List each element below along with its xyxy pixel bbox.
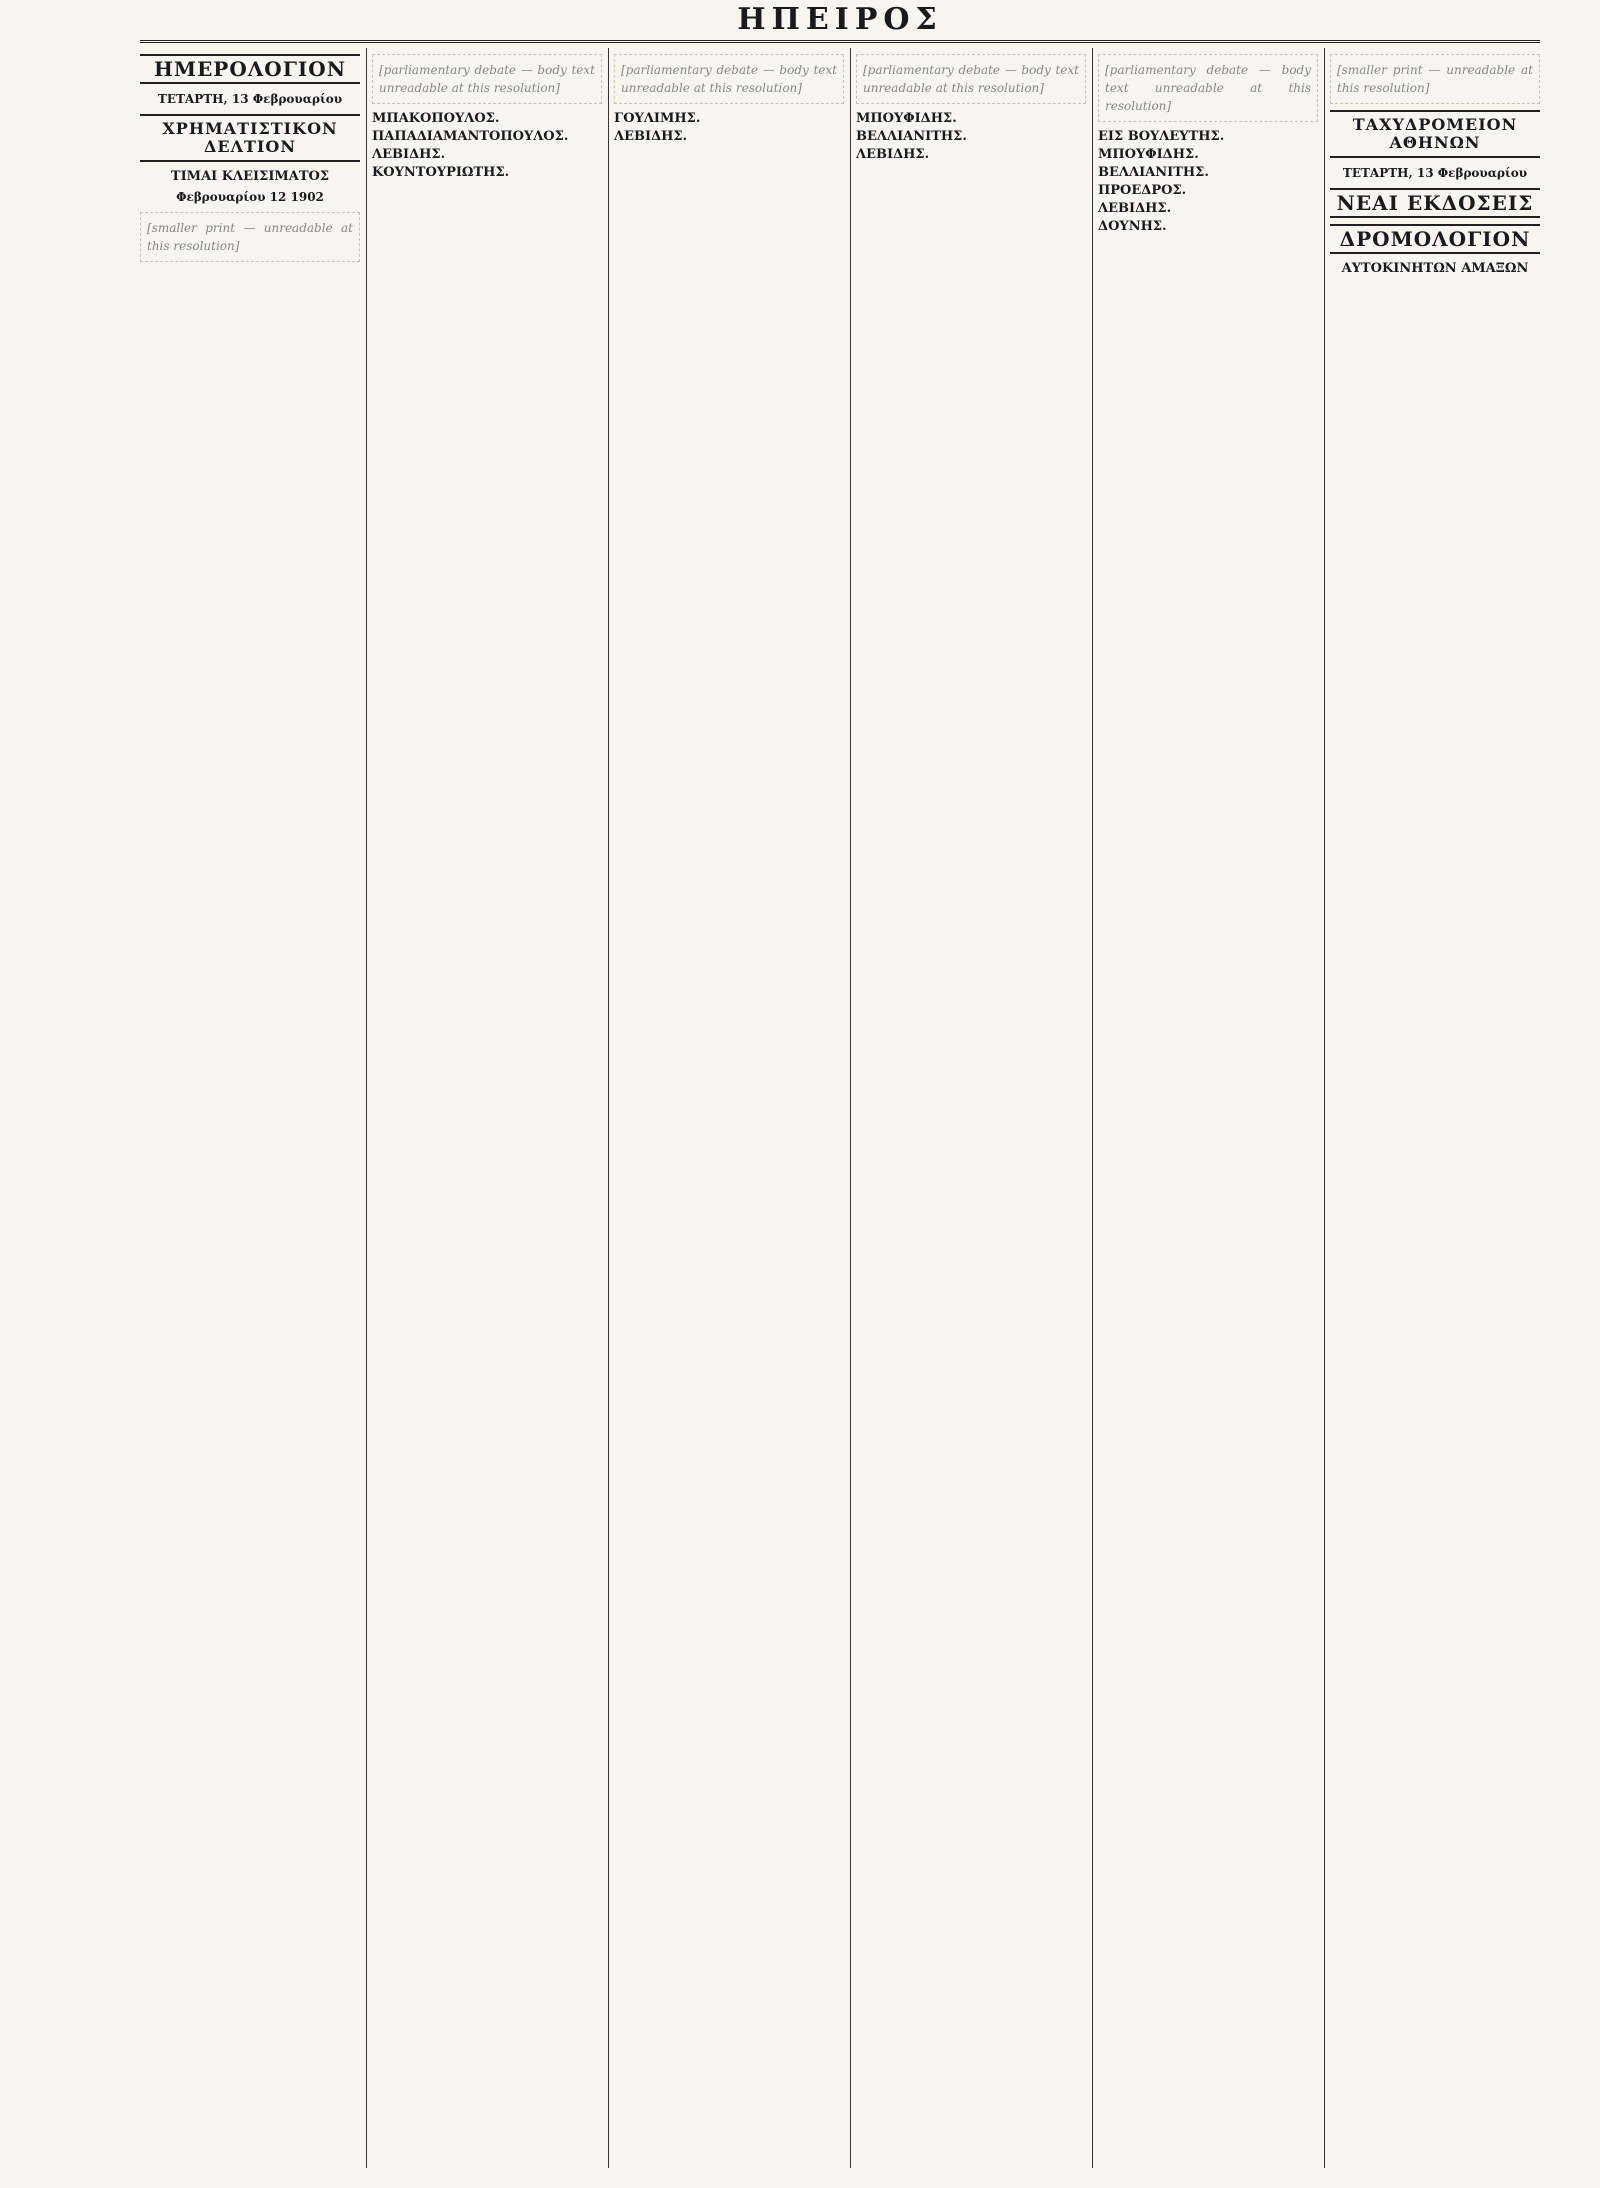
speaker-name: ΜΠΟΥΦΙΔΗΣ. — [856, 111, 957, 126]
speaker-name: ΛΕΒΙΔΗΣ. — [856, 147, 930, 162]
speaker-name: ΠΡΟΕΔΡΟΣ. — [1098, 183, 1187, 198]
speaker-name: ΒΕΛΛΙΑΝΙΤΗΣ. — [856, 129, 967, 144]
new-editions-heading: ΝΕΑΙ ΕΚΔΟΣΕΙΣ — [1330, 188, 1540, 218]
speaker-name: ΓΟΥΛΙΜΗΣ. — [614, 111, 701, 126]
illegible-body: [smaller print — unreadable at this resolution] — [1330, 54, 1540, 104]
illegible-body: [smaller print — unreadable at this resolution] — [140, 212, 360, 262]
speaker-name: ΜΠΑΚΟΠΟΥΛΟΣ. — [372, 111, 500, 126]
masthead — [140, 0, 1540, 43]
column-2 — [372, 48, 602, 2168]
finance-subheading: ΤΙΜΑΙ ΚΛΕΙΣΙΜΑΤΟΣ — [170, 169, 330, 184]
route-subheading: ΑΥΤΟΚΙΝΗΤΩΝ ΑΜΑΞΩΝ — [1341, 261, 1529, 276]
speaker-name: ΛΕΒΙΔΗΣ. — [372, 147, 446, 162]
speaker-name: ΛΕΒΙΔΗΣ. — [1098, 201, 1172, 216]
speaker-name: ΠΑΠΑΔΙΑΜΑΝΤΟΠΟΥΛΟΣ. — [372, 129, 569, 144]
column-5 — [1098, 48, 1318, 2168]
calendar-date: ΤΕΤΑΡΤΗ, 13 Φεβρουαρίου — [157, 92, 343, 106]
illegible-body: [parliamentary debate — body text unreadable at this resolution] — [614, 54, 844, 104]
speaker-name: ΕΙΣ ΒΟΥΛΕΥΤΗΣ. — [1098, 129, 1225, 144]
finance-date: Φεβρουαρίου 12 1902 — [176, 190, 324, 204]
speaker-name: ΜΠΟΥΦΙΔΗΣ. — [1098, 147, 1199, 162]
finance-heading: ΧΡΗΜΑΤΙΣΤΙΚΟΝ ΔΕΛΤΙΟΝ — [140, 114, 360, 162]
column-6 — [1330, 48, 1540, 2168]
column-rule — [1092, 48, 1093, 2168]
speaker-name: ΔΟΥΝΗΣ. — [1098, 219, 1167, 234]
speaker-name: ΚΟΥΝΤΟΥΡΙΩΤΗΣ. — [372, 165, 510, 180]
column-rule — [850, 48, 851, 2168]
illegible-body: [parliamentary debate — body text unreadable at this resolution] — [856, 54, 1086, 104]
route-heading: ΔΡΟΜΟΛΟΓΙΟΝ — [1330, 224, 1540, 254]
column-rule — [608, 48, 609, 2168]
column-rule — [1324, 48, 1325, 2168]
illegible-body: [parliamentary debate — body text unreadable at this resolution] — [372, 54, 602, 104]
speaker-name: ΒΕΛΛΙΑΝΙΤΗΣ. — [1098, 165, 1209, 180]
calendar-heading: ΗΜΕΡΟΛΟΓΙΟΝ — [140, 54, 360, 84]
column-3 — [614, 48, 844, 2168]
column-rule — [366, 48, 367, 2168]
column-1 — [140, 48, 360, 2168]
post-heading: ΤΑΧΥΔΡΟΜΕΙΟΝ ΑΘΗΝΩΝ — [1330, 110, 1540, 158]
column-4 — [856, 48, 1086, 2168]
illegible-body: [parliamentary debate — body text unreadable at this resolution] — [1098, 54, 1318, 122]
post-date: ΤΕΤΑΡΤΗ, 13 Φεβρουαρίου — [1342, 166, 1528, 180]
speaker-name: ΛΕΒΙΔΗΣ. — [614, 129, 688, 144]
masthead-title: ΗΠΕΙΡΟΣ — [737, 2, 943, 37]
